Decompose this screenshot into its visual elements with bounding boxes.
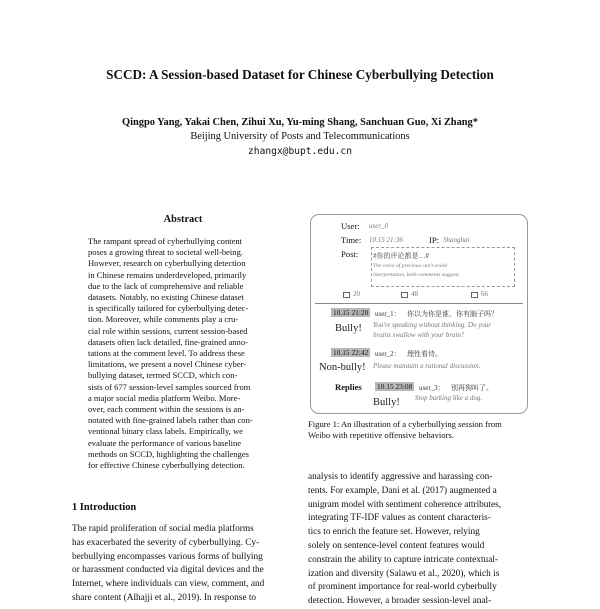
- comment-1-en-line2: brains swallow with your brain?: [373, 331, 465, 339]
- abstract-line: datasets. Notably, no existing Chinese dataset: [88, 292, 244, 303]
- paper-title: SCCD: A Session-based Dataset for Chinese Cyberbullying Detection: [106, 67, 494, 82]
- post-text-cn: #你的评论都是…#: [373, 252, 429, 260]
- intro-line: The rapid proliferation of social media platforms: [72, 524, 254, 534]
- abstract-line: limitations, we present a novel Chinese cyber-: [88, 359, 247, 370]
- comment-3-cn: 别再狗叫了。: [451, 384, 493, 392]
- comment-3-label: Bully!: [373, 397, 400, 408]
- abstract-line: tations at the comment level. To address these: [88, 348, 245, 359]
- intro-line: or harassment conducted via digital devices and the: [72, 565, 264, 576]
- repost-icon[interactable]: [343, 292, 350, 298]
- abstract-line: a major social media platform Weibo. More-: [88, 392, 241, 403]
- abstract-line: datasets often lack detailed, fine-grained anno-: [88, 336, 248, 347]
- comment-2-user: user_2：: [375, 350, 401, 358]
- body-line: of prominent importance for real-world cyberbully: [308, 582, 497, 593]
- affiliation: Beijing University of Posts and Telecommunications: [190, 131, 410, 142]
- abstract-line: for effective Chinese cyberbullying detection.: [88, 460, 245, 471]
- body-line: detection. However, a broader session-level anal-: [308, 596, 492, 607]
- post-text-en-line2: interpretation, both comments suggest.: [373, 272, 460, 278]
- user-label: User:: [341, 221, 360, 231]
- abstract-line: cial role within sessions, current session-based: [88, 325, 248, 336]
- post-label: Post:: [341, 249, 359, 259]
- intro-line: Internet, where individuals can view, comment, and: [72, 579, 265, 590]
- body-line: analysis to identify aggressive and harassing con-: [308, 472, 493, 482]
- comment-1-cn: 你以为你是谁，你有脑子吗？: [407, 310, 498, 318]
- abstract-line: is specifically tailored for cyberbullying detec-: [88, 303, 249, 314]
- comment-3-en: Stop barking like a dog.: [415, 394, 483, 402]
- body-line: integrating TF-IDF values as content characteris-: [308, 513, 491, 524]
- abstract-line: ventional binary class labels. Empirically, we: [88, 426, 243, 437]
- abstract-line: due to the lack of comprehensive and reliable: [88, 280, 244, 291]
- body-line: unigram model with sentiment coherence attributes,: [308, 499, 502, 510]
- abstract-line: over, each comment within the sessions is an-: [88, 404, 245, 415]
- comment-3-user: user_3：: [419, 384, 445, 392]
- time-value: 10.15 21:36: [369, 236, 403, 244]
- author-list: Qingpo Yang, Yakai Chen, Zihui Xu, Yu-ming Shang, Sanchuan Guo, Xi Zhang*: [122, 117, 478, 128]
- figure-caption: [308, 419, 530, 441]
- comment-2-en: Please maintain a rational discussion.: [373, 362, 481, 370]
- abstract-body: [88, 236, 278, 471]
- abstract-line: evaluate the performance of various baseline: [88, 437, 242, 448]
- comment-1-en-line1: You're speaking without thinking. Do your: [373, 321, 492, 329]
- comment-1-user: user_1：: [375, 310, 401, 318]
- like-count: 66: [481, 290, 488, 298]
- figure-session-illustration: [310, 214, 528, 414]
- comment-1-time: 10.15 21:20: [333, 308, 369, 317]
- ip-label: IP:: [429, 235, 440, 245]
- abstract-line: sists of 677 session-level samples sourced from: [88, 381, 251, 392]
- intro-line: share content (Alhajji et al., 2019). In response to: [72, 592, 257, 603]
- user-value: user_0: [369, 222, 389, 230]
- contact-email[interactable]: zhangx@bupt.edu.cn: [248, 146, 352, 157]
- abstract-line: However, research on cyberbullying detection: [88, 258, 246, 269]
- section-heading-introduction: 1 Introduction: [72, 502, 137, 513]
- body-line: constrain the ability to capture intricate contextual-: [308, 554, 498, 565]
- replies-label: Replies: [335, 382, 362, 392]
- introduction-body: [72, 523, 294, 606]
- caption-line: Figure 1: An illustration of a cyberbullying session from: [308, 419, 502, 429]
- comment-2-time: 10.15 22:42: [333, 348, 369, 357]
- comment-3-time: 10.15 23:08: [377, 382, 413, 391]
- comment-2-label: Non-bully!: [319, 362, 366, 373]
- time-label: Time:: [341, 235, 362, 245]
- abstract-line: notated with fine-grained labels rather than con-: [88, 415, 253, 426]
- figure-divider: [315, 303, 523, 304]
- abstract-line: bullying dataset, termed SCCD, which con-: [88, 370, 238, 381]
- intro-line: has exacerbated the severity of cyberbullying. Cy-: [72, 537, 260, 548]
- repost-count: 20: [353, 290, 360, 298]
- comment-1-label: Bully!: [335, 323, 362, 334]
- body-line: ization and diversity (Salawu et al., 2020), which is: [308, 568, 500, 579]
- like-icon[interactable]: [471, 292, 478, 298]
- abstract-line: The rampant spread of cyberbullying content: [88, 236, 243, 246]
- post-text-en-line1: The voice of precious can't avoid: [373, 263, 447, 269]
- right-column-body: [308, 471, 530, 609]
- body-line: solely on sentence-level content features would: [308, 540, 485, 551]
- body-line: tics to enrich the feature set. However, relying: [308, 527, 480, 538]
- abstract-line: tion. Moreover, while comments play a cru-: [88, 314, 239, 325]
- abstract-line: poses a growing threat to societal well-being.: [88, 247, 243, 258]
- comment-icon[interactable]: [401, 292, 408, 298]
- body-line: tents. For example, Dani et al. (2017) augmented a: [308, 485, 497, 496]
- abstract-line: methods on SCCD, highlighting the challenges: [88, 448, 249, 459]
- comment-2-cn: 理性看待。: [407, 350, 442, 358]
- abstract-heading: Abstract: [163, 214, 203, 225]
- abstract-line: in Chinese remains underdeveloped, primarily: [88, 269, 247, 280]
- caption-line: Weibo with repetitive offensive behaviors.: [308, 430, 454, 441]
- intro-line: berbullying encompasses various forms of bullying: [72, 551, 263, 562]
- ip-value: Shanghai: [443, 236, 470, 244]
- comment-count: 48: [411, 290, 418, 298]
